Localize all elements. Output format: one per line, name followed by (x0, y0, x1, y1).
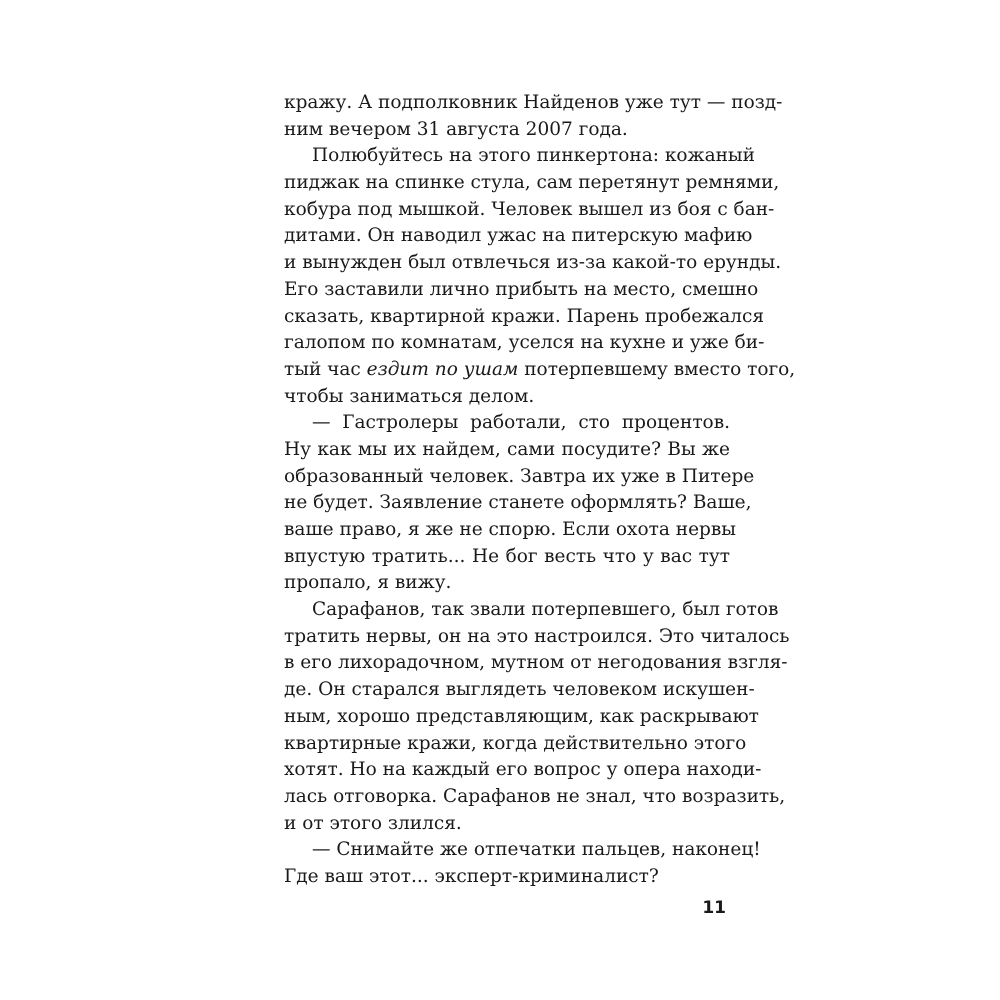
text-line: и от этого злился. (284, 812, 462, 834)
paragraph (284, 90, 783, 143)
text-line: пропало, я вижу. (284, 572, 452, 594)
text-line: ним вечером 31 августа 2007 года. (284, 118, 628, 140)
text-line: ваше право, я же не спорю. Если охота нервы (284, 519, 737, 540)
text-line: Где ваш этот... эксперт-криминалист? (284, 865, 659, 887)
text-line (284, 357, 796, 384)
text-line: и вынужден был отвлечься из-за какой-то ерунды. (284, 252, 782, 274)
text-line: пиджак на спинке стула, сам перетянут ремнями, (284, 172, 780, 194)
text-line: квартирные кражи, когда действительно этого (284, 732, 747, 754)
text-line: хотят. Но на каждый его вопрос у опера находи- (284, 759, 762, 781)
text-line: дитами. Он наводил ужас на питерскую мафию (284, 225, 753, 247)
text-line: не будет. Заявление станете оформлять? Ваше, (284, 492, 752, 514)
text-line: образованный человек. Завтра их уже в Питере (284, 465, 755, 487)
text-line: впустую тратить... Не бог весть что у вас тут (284, 545, 730, 567)
text-line: — Гастролеры работали, сто процентов. (312, 412, 730, 434)
text-line: — Снимайте же отпечатки пальцев, наконец! (312, 839, 761, 861)
italic-phrase: ездит по ушам (366, 358, 519, 380)
text-line: Сарафанов, так звали потерпевшего, был готов (312, 599, 779, 621)
paragraph (284, 410, 755, 597)
text-line: в его лихорадочном, мутном от негодования взгля- (284, 652, 788, 674)
text-segment: потерпевшему вместо того, (518, 358, 796, 380)
paragraph (284, 143, 796, 410)
text-line: кобура под мышкой. Человек вышел из боя с бан- (284, 198, 775, 220)
text-line: Ну как мы их найдем, сами посудите? Вы же (284, 438, 730, 460)
text-line: чтобы заниматься делом. (284, 385, 535, 407)
paragraph (284, 837, 761, 890)
text-line: Полюбуйтесь на этого пинкертона: кожаный (312, 145, 755, 167)
text-line: тратить нервы, он на это настроился. Это читалось (284, 625, 790, 647)
text-line: Его заставили лично прибыть на место, смешно (284, 278, 759, 300)
text-line: галопом по комнатам, уселся на кухне и уже би- (284, 332, 765, 354)
text-line: де. Он старался выглядеть человеком искушен- (284, 679, 755, 701)
paragraph (284, 597, 790, 837)
text-segment: тый час (284, 358, 367, 380)
text-line: лась отговорка. Сарафанов не знал, что возразить, (284, 785, 786, 807)
text-line: сказать, квартирной кражи. Парень пробежался (284, 305, 765, 327)
body-text (284, 90, 796, 891)
text-line: кражу. А подполковник Найденов уже тут — позд- (284, 92, 783, 113)
page-number: 11 (702, 898, 726, 918)
text-line: ным, хорошо представляющим, как раскрывают (284, 705, 759, 727)
